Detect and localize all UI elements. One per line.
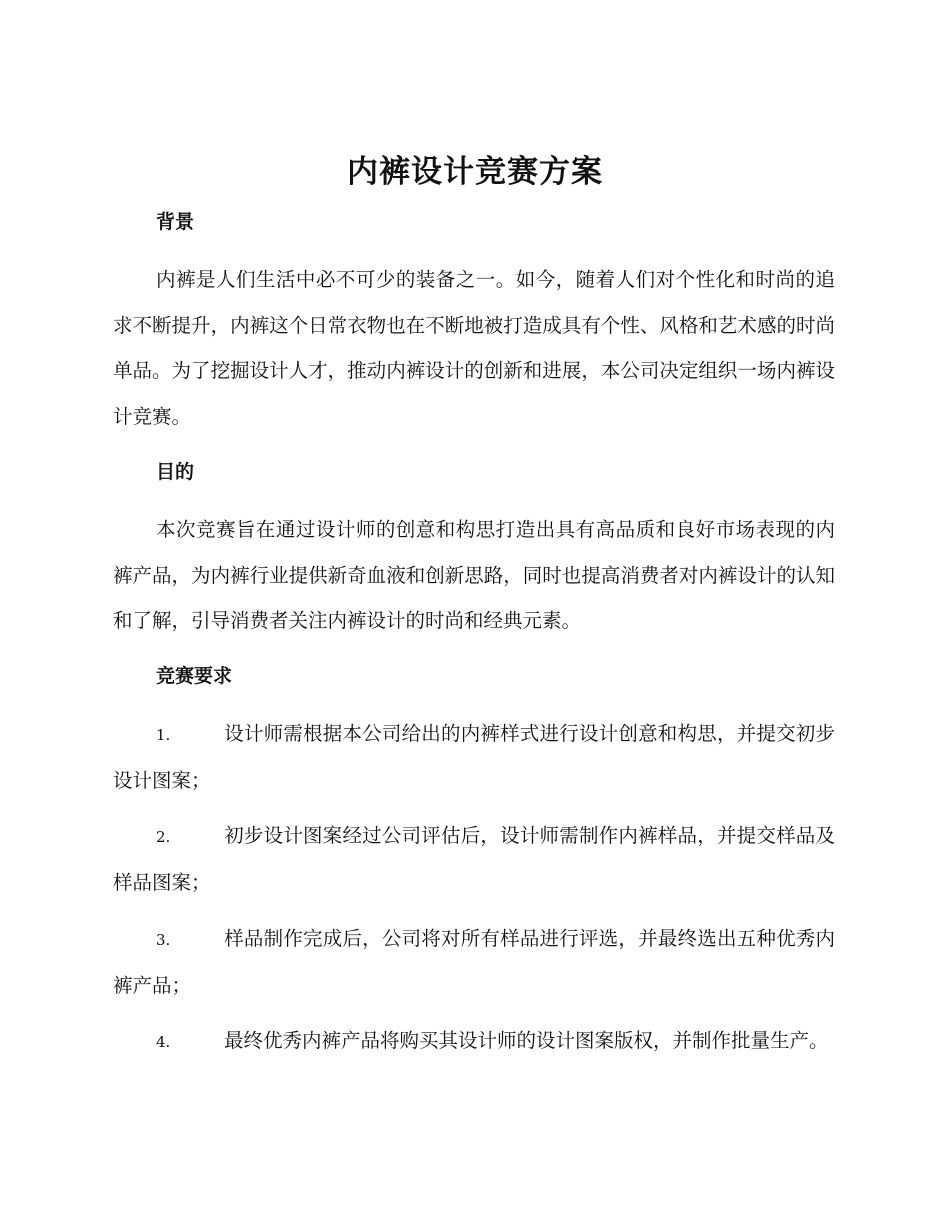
section-heading-background: 背景 (156, 211, 195, 233)
list-item (113, 813, 835, 905)
list-item-text: 样品制作完成后，公司将对所有样品进行评选，并最终选出五种优秀内裤产品； (113, 927, 835, 997)
list-item (113, 711, 835, 803)
list-item-text: 初步设计图案经过公司评估后，设计师需制作内裤样品，并提交样品及样品图案； (113, 824, 835, 894)
document-title: 内裤设计竞赛方案 (347, 154, 603, 190)
list-item (113, 916, 835, 1008)
list-item-number: 4. (156, 1033, 171, 1051)
section-heading-purpose: 目的 (156, 461, 195, 483)
list-item-text: 设计师需根据本公司给出的内裤样式进行设计创意和构思，并提交初步设计图案； (113, 722, 835, 792)
list-item-number: 1. (156, 726, 171, 744)
list-item-text: 最终优秀内裤产品将购买其设计师的设计图案版权，并制作批量生产。 (224, 1029, 829, 1052)
list-item-number: 3. (156, 931, 171, 949)
list-item (113, 1018, 835, 1065)
paragraph-background: 内裤是人们生活中必不可少的装备之一。如今，随着人们对个性化和时尚的追求不断提升，内裤这个日常衣物也在不断地被打造成具有个性、风格和艺术感的时尚单品。为了挖掘设计人才，推动内裤设计的创新和进展，本公司决定组织一场内裤设计竞赛。 (113, 268, 835, 428)
paragraph-purpose: 本次竞赛旨在通过设计师的创意和构思打造出具有高品质和良好市场表现的内裤产品，为内裤行业提供新奇血液和创新思路，同时也提高消费者对内裤设计的认知和了解，引导消费者关注内裤设计的时尚和经典元素。 (113, 518, 835, 632)
section-heading-requirements: 竞赛要求 (156, 665, 233, 687)
list-item-number: 2. (156, 828, 171, 846)
